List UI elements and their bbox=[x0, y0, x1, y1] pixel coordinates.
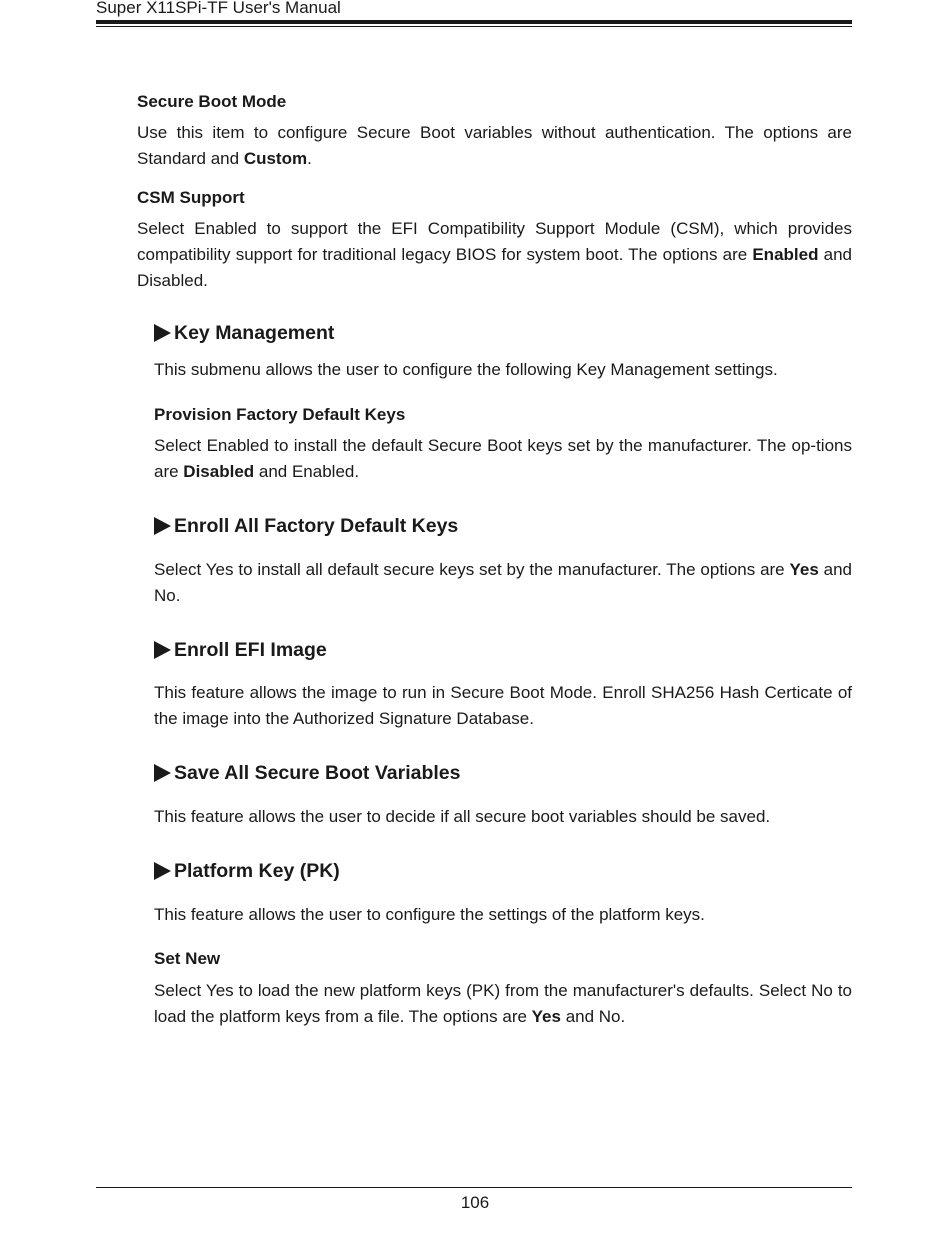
platform-key-heading bbox=[154, 859, 340, 883]
platform-key-text: This feature allows the user to configure the settings of the platform keys. bbox=[154, 905, 705, 924]
platform-key-title: Platform Key (PK) bbox=[174, 860, 340, 882]
enroll-efi-image-title: Enroll EFI Image bbox=[174, 639, 327, 661]
header-rule-thin bbox=[96, 26, 852, 27]
header-rule-thick bbox=[96, 20, 852, 24]
key-management-title: Key Management bbox=[174, 322, 335, 344]
provision-option-disabled: Disabled bbox=[183, 462, 255, 481]
secure-boot-mode-text-2: . bbox=[307, 149, 312, 168]
csm-support-option-enabled: Enabled bbox=[752, 245, 819, 264]
csm-support-text-2: and Disabled. bbox=[137, 245, 852, 290]
save-all-secure-boot-variables-title: Save All Secure Boot Variables bbox=[174, 762, 461, 784]
set-new-text-1: Select Yes to load the new platform keys (PK) from the manufacturer's defaults. Select No to load the platform keys from a file. The options are bbox=[154, 981, 852, 1026]
set-new-title: Set New bbox=[154, 949, 221, 968]
enroll-all-option-yes: Yes bbox=[789, 560, 819, 579]
csm-support-text bbox=[137, 216, 852, 294]
key-management-text: This submenu allows the user to configure the following Key Management settings. bbox=[154, 360, 778, 379]
set-new-option-yes: Yes bbox=[531, 1007, 561, 1026]
secure-boot-mode-text-1: Use this item to configure Secure Boot variables without authentication. The options are Standard and bbox=[137, 123, 852, 168]
csm-support-title: CSM Support bbox=[137, 188, 245, 207]
secure-boot-mode-text bbox=[137, 120, 852, 172]
footer-rule bbox=[96, 1187, 852, 1188]
secure-boot-mode-option-custom: Custom bbox=[243, 149, 308, 168]
provision-text-2: and Enabled. bbox=[254, 462, 360, 481]
submenu-arrow-icon bbox=[154, 641, 171, 659]
set-new-text-2: and No. bbox=[560, 1007, 626, 1026]
submenu-arrow-icon bbox=[154, 862, 171, 880]
enroll-efi-image-heading bbox=[154, 638, 327, 662]
secure-boot-mode-title: Secure Boot Mode bbox=[137, 92, 287, 111]
csm-support-text-1: Select Enabled to support the EFI Compatibility Support Module (CSM), which provides compatibility support for traditional legacy BIOS for system boot. The options are bbox=[137, 219, 852, 264]
enroll-all-text-1: Select Yes to install all default secure keys set by the manufacturer. The options are bbox=[154, 560, 790, 579]
running-head: Super X11SPi-TF User's Manual bbox=[96, 0, 341, 17]
provision-text-1: Select Enabled to install the default Secure Boot keys set by the manufacturer. The op-tions are bbox=[154, 436, 852, 481]
provision-factory-default-keys-title: Provision Factory Default Keys bbox=[154, 405, 406, 424]
save-all-secure-boot-variables-text: This feature allows the user to decide if all secure boot variables should be saved. bbox=[154, 807, 771, 826]
submenu-arrow-icon bbox=[154, 517, 171, 535]
key-management-heading bbox=[154, 321, 334, 345]
submenu-arrow-icon bbox=[154, 324, 171, 342]
save-all-secure-boot-variables-heading bbox=[154, 761, 461, 785]
enroll-all-factory-default-keys-title: Enroll All Factory Default Keys bbox=[174, 515, 459, 537]
enroll-all-factory-default-keys-text bbox=[154, 557, 852, 609]
provision-factory-default-keys-text bbox=[154, 433, 852, 485]
page-number: 106 bbox=[460, 1193, 490, 1212]
enroll-efi-image-text: This feature allows the image to run in Secure Boot Mode. Enroll SHA256 Hash Certicate of the image into the Authorized Signature Database. bbox=[154, 683, 852, 728]
set-new-text bbox=[154, 978, 852, 1030]
enroll-all-factory-default-keys-heading bbox=[154, 514, 458, 538]
enroll-all-text-2: and No. bbox=[154, 560, 852, 605]
submenu-arrow-icon bbox=[154, 764, 171, 782]
